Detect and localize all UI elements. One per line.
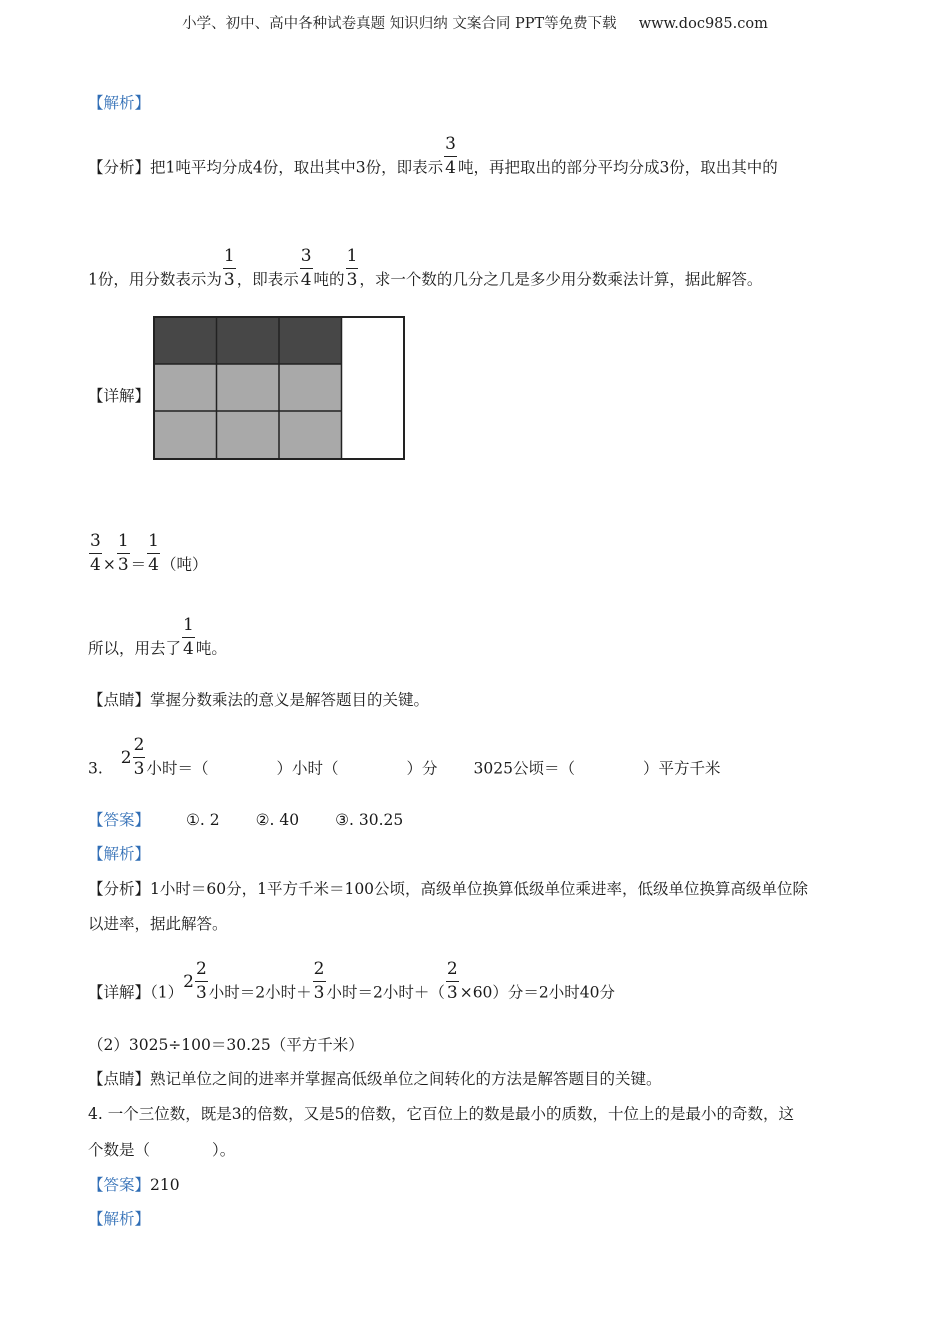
fraction-3-4: $\frac{3}{4}$ bbox=[445, 134, 456, 178]
q2-calculation: $\frac{3}{4}$ × $\frac{1}{3}$ ＝ $\frac{1}{4}$ （吨） bbox=[90, 531, 208, 575]
q2-dianjing: 【点睛】掌握分数乘法的意义是解答题目的关键。 bbox=[88, 691, 430, 709]
q2-fenxi-tag: 【分析】 bbox=[88, 158, 151, 177]
q4-question-line2: 个数是（ ）。 bbox=[88, 1141, 236, 1159]
grid-cell-gray bbox=[279, 411, 342, 459]
q3-xiangjie-line1: 【详解】（1）2 $\frac{2}{3}$ 小时＝2小时＋ $\frac{2}{3}$ 小时＝2小时＋（ $\frac{2}{3}$ ×60）分＝2小时40分 bbox=[88, 959, 615, 1003]
grid-dark-cells bbox=[154, 317, 342, 364]
fraction-1-3: $\frac{1}{3}$ bbox=[346, 246, 358, 290]
grid-cell-gray bbox=[217, 364, 280, 411]
fraction-1-4: $\frac{1}{4}$ bbox=[148, 531, 159, 575]
grid-cell-gray bbox=[279, 364, 342, 411]
fraction-grid-diagram bbox=[153, 316, 405, 461]
q4-jiexi-tag: 【解析】 bbox=[88, 1210, 151, 1228]
fraction-3-4: $\frac{3}{4}$ bbox=[300, 246, 312, 290]
q2-jiexi-tag: 【解析】 bbox=[88, 94, 151, 112]
header-text: 小学、初中、高中各种试卷真题 知识归纳 文案合同 PPT等免费下载 bbox=[182, 16, 617, 32]
q3-fenxi-line2: 以进率，据此解答。 bbox=[88, 915, 228, 933]
grid-cell-gray bbox=[217, 411, 280, 459]
q2-fenxi-line2: 1份，用分数表示为 $\frac{1}{3}$ ，即表示 $\frac{3}{4}$ 吨的 $\frac{1}{3}$ ，求一个数的几分之几是多少用分数乘法计算，据此解答。 bbox=[88, 246, 763, 290]
fraction-1-3: $\frac{1}{3}$ bbox=[223, 246, 235, 290]
q4-question-line1: 4. 一个三位数，既是3的倍数，又是5的倍数，它百位上的数是最小的质数，十位上的是最小的奇数，这 bbox=[88, 1105, 794, 1123]
fraction-3-4: $\frac{3}{4}$ bbox=[90, 531, 101, 575]
grid-cell-gray bbox=[154, 411, 217, 459]
fraction-2-3: $\frac{2}{3}$ bbox=[446, 959, 458, 1003]
q3-xiangjie-line2: （2）3025÷100＝30.25（平方千米） bbox=[88, 1036, 364, 1054]
grid-cell-gray bbox=[154, 364, 217, 411]
q2-conclusion: 所以，用去了 $\frac{1}{4}$ 吨。 bbox=[88, 615, 227, 659]
q2-fenxi-line1: 【分析】把1吨平均分成4份，取出其中3份，即表示 $\frac{3}{4}$ 吨，再把取出的部分平均分成3份，取出其中的 bbox=[88, 134, 778, 178]
q2-xiangjie-tag: 【详解】 bbox=[88, 387, 151, 405]
header-site[interactable]: www.doc985.com bbox=[638, 16, 768, 32]
fraction-2-3: $\frac{2}{3}$ bbox=[313, 959, 325, 1003]
grid-cell-dark bbox=[154, 317, 217, 364]
q3-jiexi-tag: 【解析】 bbox=[88, 845, 151, 863]
fraction-2-3: $\frac{2}{3}$ bbox=[133, 735, 145, 779]
fraction-2-3: $\frac{2}{3}$ bbox=[195, 959, 207, 1003]
grid-cell-dark bbox=[279, 317, 342, 364]
grid-cell-dark bbox=[217, 317, 280, 364]
page-header bbox=[0, 12, 950, 33]
fraction-1-4: $\frac{1}{4}$ bbox=[183, 615, 194, 659]
q3-question: 3.2 $\frac{2}{3}$ 小时＝（ ）小时（ ）分 3025公顷＝（ ）平方千米 bbox=[88, 735, 721, 779]
q4-answer: 【答案】210 bbox=[88, 1176, 180, 1194]
q3-answer: 【答案】 ①. 2 ②. 40 ③. 30.25 bbox=[88, 811, 404, 829]
q3-fenxi-line1: 【分析】1小时＝60分，1平方千米＝100公顷，高级单位换算低级单位乘进率，低级单位换算高级单位除 bbox=[88, 880, 809, 898]
q3-dianjing: 【点睛】熟记单位之间的进率并掌握高低级单位之间转化的方法是解答题目的关键。 bbox=[88, 1070, 662, 1088]
fraction-1-3: $\frac{1}{3}$ bbox=[117, 531, 129, 575]
